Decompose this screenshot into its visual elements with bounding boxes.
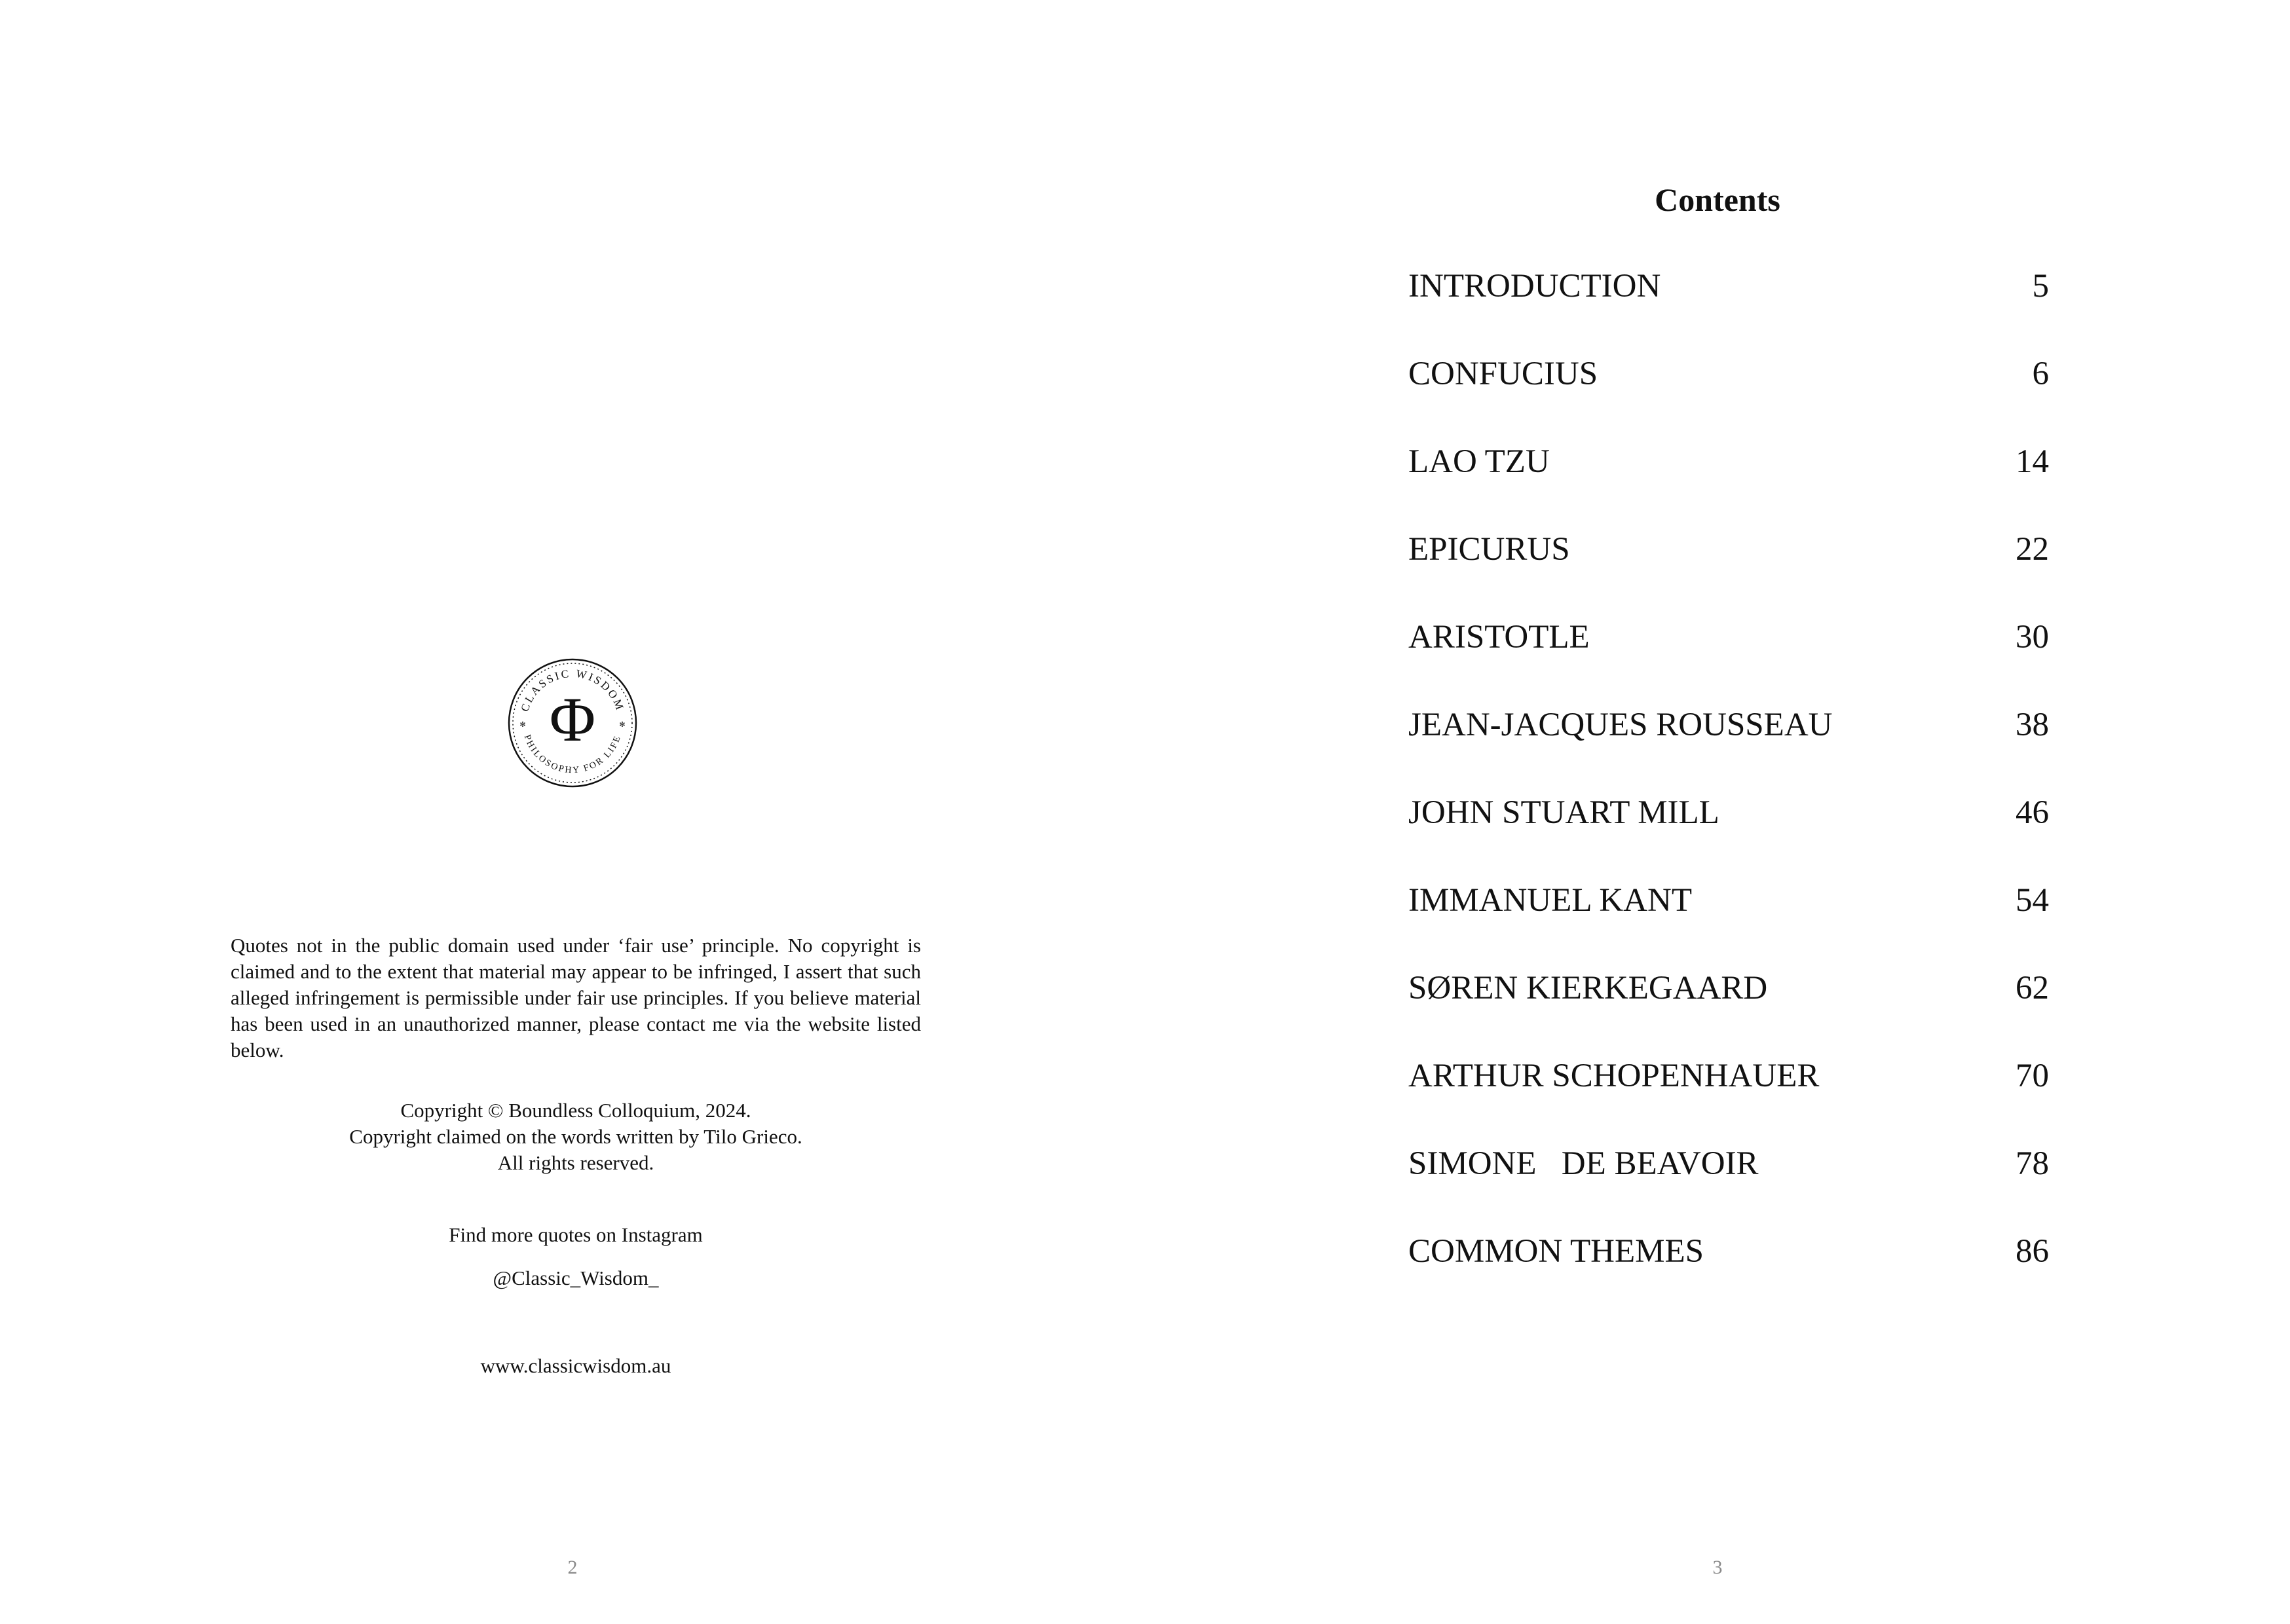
toc-entry-page: 30 bbox=[2016, 619, 2049, 655]
toc-entry-page: 22 bbox=[2016, 531, 2049, 568]
copyright-line-2: Copyright claimed on the words written by Tilo Grieco. bbox=[349, 1125, 802, 1148]
toc-entry-title: JEAN-JACQUES ROUSSEAU bbox=[1408, 707, 1833, 743]
toc-entry-title: JOHN STUART MILL bbox=[1408, 794, 1719, 831]
toc-entry bbox=[1408, 351, 2049, 439]
toc-entry-page: 54 bbox=[2016, 882, 2049, 919]
toc-entry-title: SIMONE DE BEAVOIR bbox=[1408, 1145, 1759, 1182]
toc-entry-title: EPICURUS bbox=[1408, 531, 1570, 568]
toc-entry-title: ARISTOTLE bbox=[1408, 619, 1590, 655]
copyright-notice bbox=[231, 1098, 921, 1176]
toc-entry bbox=[1408, 1141, 2049, 1228]
logo-svg bbox=[507, 657, 638, 788]
phi-seal-icon bbox=[507, 657, 638, 788]
logo-star-right-icon: ✻ bbox=[619, 720, 626, 729]
copyright-line-1: Copyright © Boundless Colloquium, 2024. bbox=[400, 1099, 751, 1122]
toc-entry-title: COMMON THEMES bbox=[1408, 1233, 1704, 1270]
toc-entry-page: 78 bbox=[2016, 1145, 2049, 1182]
toc-entry-title: ARTHUR SCHOPENHAUER bbox=[1408, 1058, 1820, 1094]
toc-entry bbox=[1408, 702, 2049, 790]
table-of-contents bbox=[1408, 263, 2049, 1316]
toc-entry-page: 6 bbox=[2032, 356, 2049, 392]
toc-entry-page: 86 bbox=[2016, 1233, 2049, 1270]
toc-entry-page: 14 bbox=[2016, 443, 2049, 480]
toc-entry-page: 62 bbox=[2016, 970, 2049, 1006]
toc-entry bbox=[1408, 790, 2049, 877]
toc-entry-page: 5 bbox=[2032, 268, 2049, 304]
instagram-handle: @Classic_Wisdom_ bbox=[493, 1266, 659, 1289]
toc-entry bbox=[1408, 877, 2049, 965]
toc-entry-title: CONFUCIUS bbox=[1408, 356, 1598, 392]
toc-entry-title: INTRODUCTION bbox=[1408, 268, 1661, 304]
toc-entry bbox=[1408, 965, 2049, 1053]
toc-entry bbox=[1408, 1053, 2049, 1141]
toc-entry-page: 46 bbox=[2016, 794, 2049, 831]
copyright-line-3: All rights reserved. bbox=[497, 1151, 654, 1174]
left-page-number: 2 bbox=[567, 1557, 578, 1578]
toc-entry-title: LAO TZU bbox=[1408, 443, 1550, 480]
toc-entry-page: 70 bbox=[2016, 1058, 2049, 1094]
instagram-prompt: Find more quotes on Instagram bbox=[449, 1223, 703, 1246]
right-page-number: 3 bbox=[1712, 1557, 1723, 1578]
toc-entry bbox=[1408, 439, 2049, 526]
toc-entry bbox=[1408, 614, 2049, 702]
logo-star-left-icon: ✻ bbox=[519, 720, 526, 729]
toc-entry bbox=[1408, 1228, 2049, 1316]
website-url: www.classicwisdom.au bbox=[480, 1354, 671, 1377]
contents-heading: Contents bbox=[1655, 181, 1780, 218]
toc-entry-title: IMMANUEL KANT bbox=[1408, 882, 1692, 919]
logo-ring-top-text: CLASSIC WISDOM bbox=[518, 667, 627, 713]
logo-phi-symbol: Φ bbox=[549, 684, 596, 754]
toc-entry-title: SØREN KIERKEGAARD bbox=[1408, 970, 1768, 1006]
toc-entry bbox=[1408, 263, 2049, 351]
right-page bbox=[1145, 0, 2290, 1624]
toc-entry-page: 38 bbox=[2016, 707, 2049, 743]
toc-entry bbox=[1408, 526, 2049, 614]
fair-use-disclaimer: Quotes not in the public domain used under ‘fair use’ principle. No copyright is claimed and to the extent that material may appear to be infringed, I assert that such alleged infringement is permissible under fair use principles. If you believe material has been used in an unauthorized manner, please contact me via the website listed below. bbox=[231, 934, 921, 1061]
logo-ring-bottom-text: PHILOSOPHY FOR LIFE bbox=[521, 733, 624, 776]
